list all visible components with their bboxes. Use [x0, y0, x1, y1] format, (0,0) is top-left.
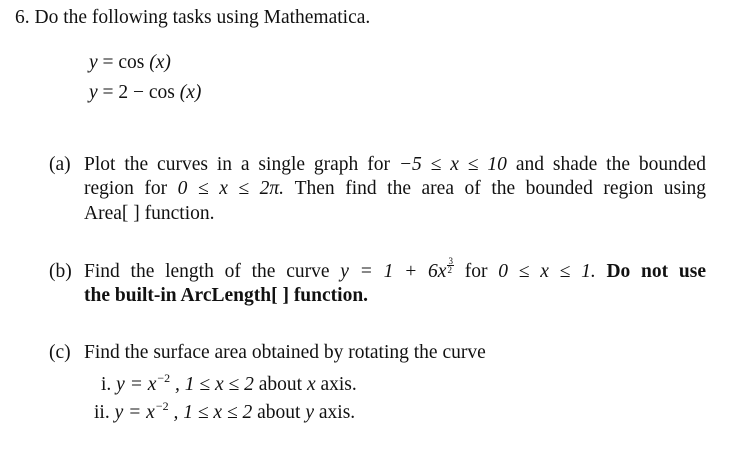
part-a-line-3: Area[ ] function. — [84, 203, 215, 224]
problem-heading-text: Do the following tasks using Mathematica. — [34, 7, 371, 28]
part-b-line-1 — [84, 256, 706, 284]
part-a-line2-math: 0 ≤ x ≤ 2π. — [177, 178, 285, 199]
part-b-pre: Find the length of the curve — [84, 261, 330, 282]
part-a-line1-math: −5 ≤ x ≤ 10 — [398, 154, 507, 175]
eq1-rel: = — [102, 52, 114, 73]
part-c-item-ii — [94, 401, 355, 426]
part-b-range: 0 ≤ x ≤ 1. — [498, 261, 596, 282]
part-a-line1-post: and shade the bounded — [515, 154, 707, 175]
item-ii-range: , 1 ≤ x ≤ 2 — [173, 402, 253, 423]
part-a-line-1 — [84, 153, 706, 177]
item-i-range: , 1 ≤ x ≤ 2 — [175, 374, 254, 395]
eq2-lhs: y — [89, 82, 98, 103]
equation-1 — [89, 51, 171, 75]
eq2-arg: (x) — [179, 82, 202, 103]
part-a-label: (a) — [49, 154, 71, 175]
eq1-func: cos — [118, 52, 145, 73]
problem-number: 6. — [15, 7, 30, 28]
item-i-tail: axis. — [320, 374, 357, 395]
eq1-lhs: y — [89, 52, 98, 73]
part-b-mid: for — [464, 261, 488, 282]
eq1-arg: (x) — [149, 52, 171, 73]
part-b-label: (b) — [49, 261, 72, 282]
part-a-line2-post: Then find the area of the bounded region using — [294, 178, 706, 199]
part-b-exponent: $\frac{3}{2}$ — [447, 256, 453, 275]
part-c-text: Find the surface area obtained by rotating the curve — [84, 342, 486, 363]
eq2-minus: − — [133, 82, 145, 103]
eq2-const: 2 — [118, 82, 129, 103]
item-ii-tail: axis. — [318, 402, 356, 423]
part-b-math: y = 1 + 6x — [340, 261, 447, 282]
part-b-line-2: the built-in ArcLength[ ] function. — [84, 285, 369, 306]
eq2-rel: = — [102, 82, 114, 103]
item-ii-label: ii. — [94, 402, 110, 423]
item-i-about: about — [258, 374, 303, 395]
item-i-label: i. — [101, 374, 112, 395]
item-ii-math: y = x — [114, 402, 155, 423]
item-i-math: y = x — [116, 374, 157, 395]
part-a-line1-pre: Plot the curves in a single graph for — [84, 154, 390, 175]
part-b-bold-1: Do not use — [606, 261, 706, 282]
part-a-line2-pre: region for — [84, 178, 168, 199]
item-i-exp: −2 — [157, 371, 171, 385]
part-a-line-2 — [84, 177, 706, 201]
equation-2 — [89, 81, 201, 105]
part-c-label: (c) — [49, 342, 71, 363]
item-ii-about: about — [257, 402, 301, 423]
part-c-item-i — [101, 373, 357, 398]
problem-heading — [15, 6, 370, 30]
eq2-func: cos — [148, 82, 175, 103]
item-ii-var: y — [305, 402, 315, 423]
item-ii-exp: −2 — [155, 399, 169, 413]
item-i-var: x — [306, 374, 316, 395]
